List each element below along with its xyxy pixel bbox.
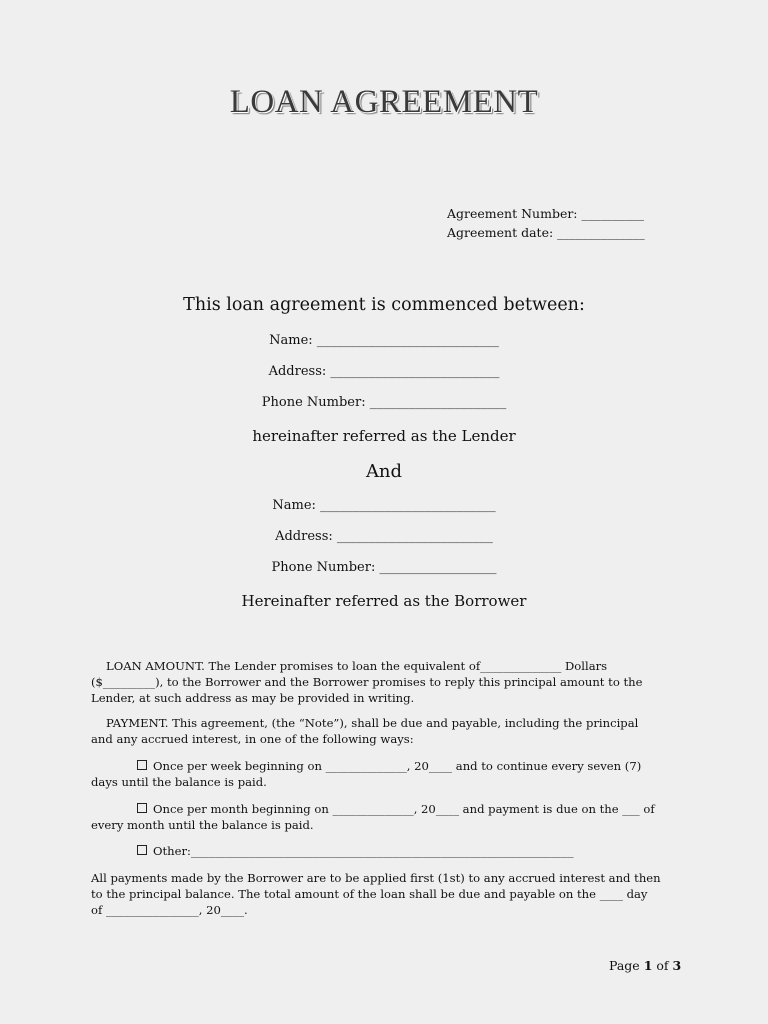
borrower-phone-field: Phone Number: __________________ (271, 560, 497, 575)
and-label: And (365, 461, 403, 482)
lender-role: hereinafter referred as the Lender (252, 427, 516, 445)
option-monthly (91, 801, 661, 833)
agreement-number: Agreement Number: __________ (447, 206, 644, 221)
checkbox-icon[interactable] (137, 803, 147, 813)
payment-paragraph: PAYMENT. This agreement, (the “Note”), shall be due and payable, including the principal and any accrued interest, in one of the following ways: (91, 716, 639, 746)
checkbox-icon[interactable] (137, 845, 147, 855)
page-total: 3 (672, 958, 682, 973)
option-other (137, 843, 574, 859)
lender-phone-field: Phone Number: _____________________ (261, 395, 507, 410)
borrower-role: Hereinafter referred as the Borrower (241, 592, 527, 610)
page-prefix: Page (609, 958, 644, 973)
option-other-text: Other:__________________________________________________________________ (153, 844, 574, 858)
agreement-meta (447, 204, 645, 242)
closing-paragraph: All payments made by the Borrower are to be applied first (1st) to any accrued interest and then to the principal balance. The total amount of the loan shall be due and payable on the ____ day of ________________, 20____. (91, 871, 661, 917)
page-of: of (652, 958, 673, 973)
document-title: LOAN AGREEMENT (229, 84, 539, 120)
borrower-name-field: Name: ___________________________ (272, 498, 496, 513)
page-current: 1 (643, 958, 653, 973)
lender-address-field: Address: __________________________ (268, 364, 500, 379)
option-weekly (91, 758, 661, 790)
lender-name-field: Name: ____________________________ (269, 333, 499, 348)
intro-heading: This loan agreement is commenced between: (183, 295, 585, 315)
page-number (609, 958, 681, 973)
checkbox-icon[interactable] (137, 760, 147, 770)
borrower-address-field: Address: ________________________ (275, 529, 493, 544)
option-weekly-text: Once per week beginning on ______________, 20____ and to continue every seven (7) days until the balance is paid. (91, 759, 642, 789)
agreement-date: Agreement date: ______________ (447, 225, 645, 240)
loan-amount-paragraph: LOAN AMOUNT. The Lender promises to loan the equivalent of______________ Dollars ($_________), to the Borrower and the Borrower promises to reply this principal amount to the Lender, at such address as may be provided in writing. (91, 659, 643, 705)
option-monthly-text: Once per month beginning on ______________, 20____ and payment is due on the ___ of every month until the balance is paid. (91, 802, 655, 832)
